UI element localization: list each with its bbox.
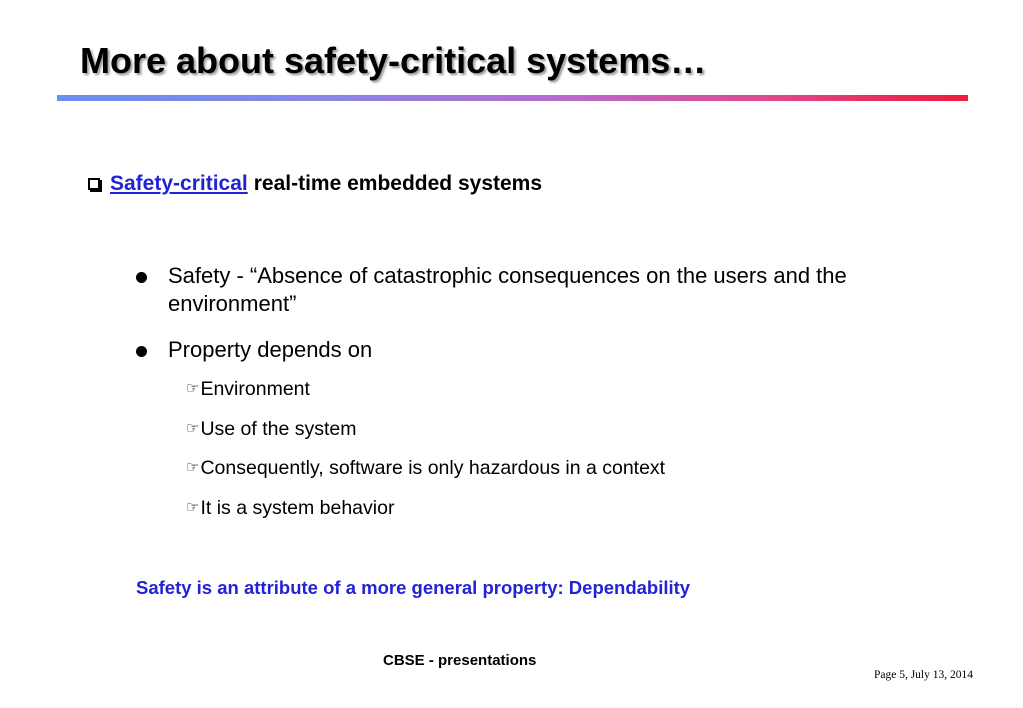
sub-bullet-item: [186, 418, 357, 441]
filled-circle-icon: [136, 346, 147, 357]
sub-bullet-item: [186, 378, 310, 401]
heading-rest-text: real-time embedded systems: [253, 172, 543, 195]
filled-circle-icon: [136, 272, 147, 283]
footer-text: CBSE - presentations: [383, 652, 537, 669]
bullet-item-safety: [136, 262, 936, 318]
pointing-hand-icon: ☞: [186, 380, 200, 397]
sub-bullet-item: [186, 497, 394, 520]
title-gradient-rule: [57, 95, 968, 101]
slide-title: More about safety-critical systems…: [80, 40, 707, 81]
bullet-text: Safety - “Absence of catastrophic consequences on the users and the environment”: [168, 263, 847, 316]
sub-bullet-text: Use of the system: [200, 418, 357, 440]
safety-critical-link[interactable]: Safety-critical: [110, 172, 248, 195]
bullet-text: Property depends on: [168, 337, 373, 362]
bullet-item-property: [136, 336, 936, 364]
pointing-hand-icon: ☞: [186, 459, 200, 476]
sub-bullet-text: Environment: [200, 378, 310, 400]
sub-bullet-item: [186, 457, 665, 480]
page-info: Page 5, July 13, 2014: [873, 669, 973, 681]
sub-bullet-text: It is a system behavior: [200, 497, 395, 519]
sub-bullet-text: Consequently, software is only hazardous in a context: [200, 457, 666, 479]
dependability-note: Safety is an attribute of a more general property: Dependability: [136, 577, 691, 598]
heading-bullet-item: [88, 172, 542, 196]
square-checkbox-icon: [88, 178, 100, 190]
pointing-hand-icon: ☞: [186, 499, 200, 516]
pointing-hand-icon: ☞: [186, 420, 200, 437]
